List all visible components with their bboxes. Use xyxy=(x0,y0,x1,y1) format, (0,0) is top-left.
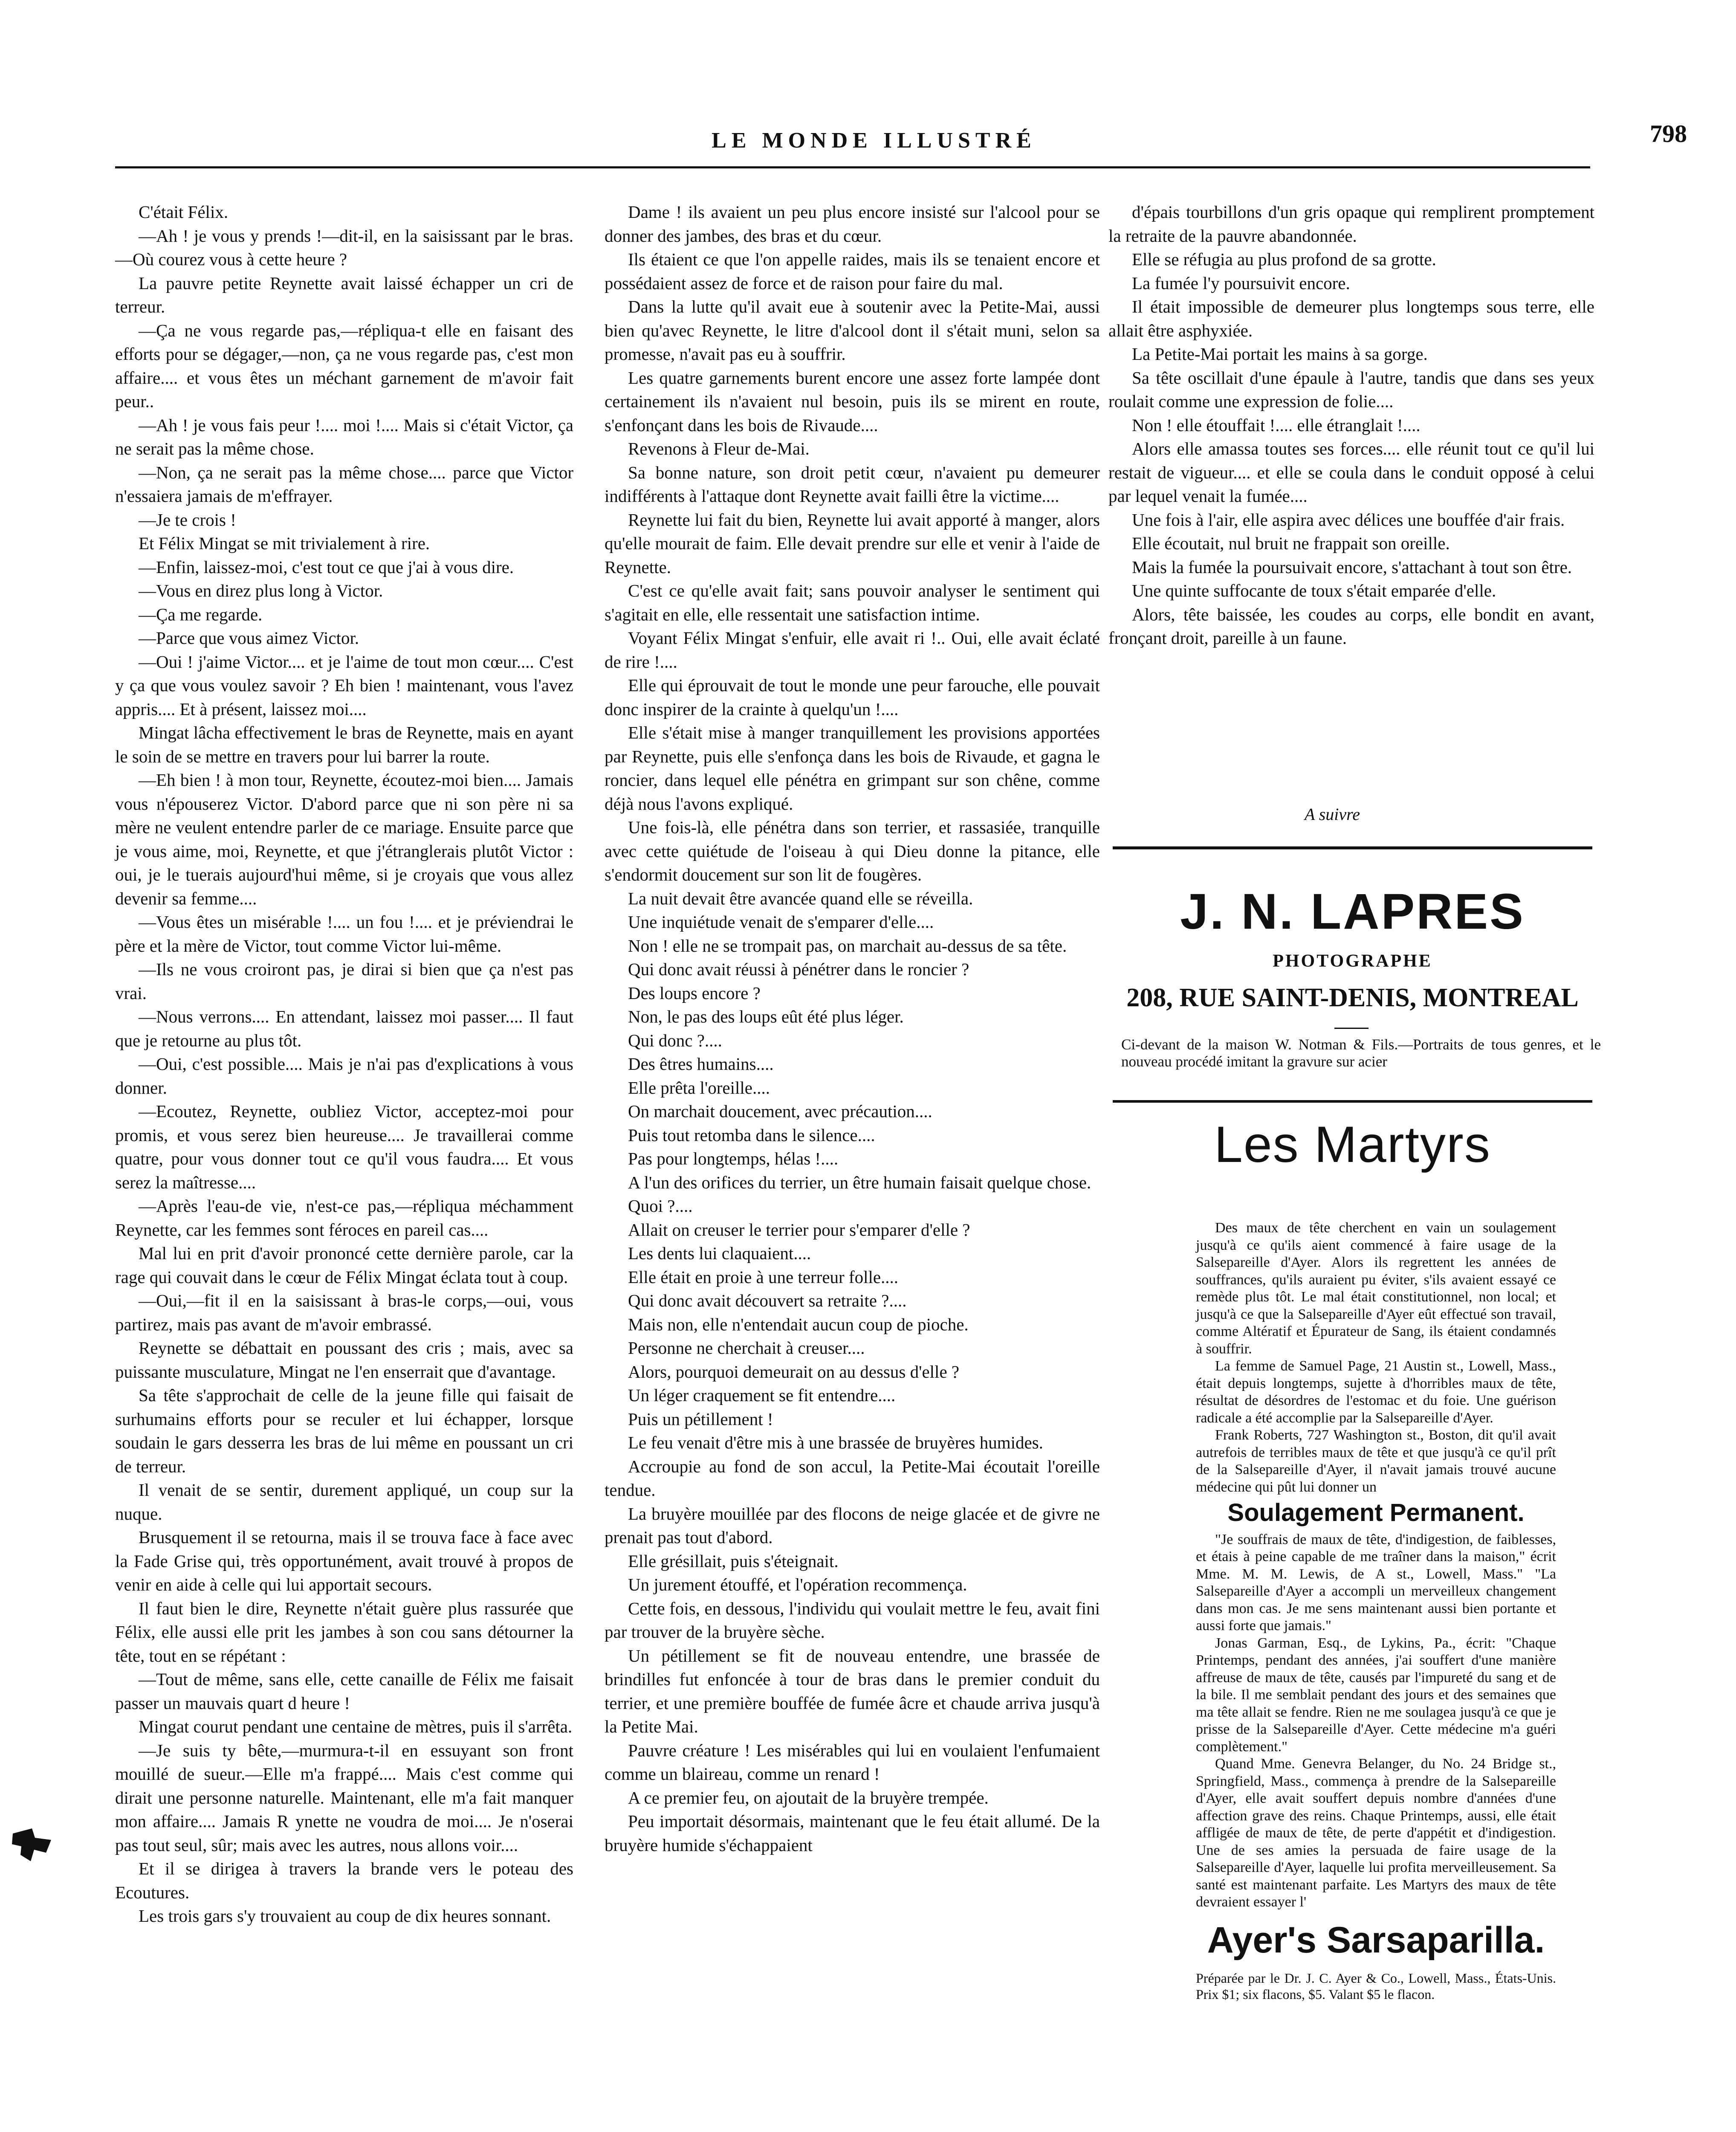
paragraph: —Ça me regarde. xyxy=(139,604,263,624)
lapres-ad-profession: PHOTOGRAPHE xyxy=(1273,951,1432,971)
lapres-ad-dash xyxy=(1334,1028,1369,1029)
paragraph: Une fois-là, elle pénétra dans son terrier, et rassasiée, tranquille avec cette quiétude de l'oiseau à qui Dieu donne la pitance, elle s'endormit doucement sur son lit de fougères. xyxy=(605,817,1100,884)
paragraph: Un pétillement se fit de nouveau entendre, une brassée de brindilles fut enfoncée à tour de bras dans le premier conduit du terrier, et une première bouffée de fumée âcre et chaude arriva jusqu'à la Petite Mai. xyxy=(605,1645,1100,1736)
paragraph: Elle était en proie à une terreur folle.... xyxy=(628,1267,899,1287)
paragraph: —Ils ne vous croiront pas, je dirai si bien que ça n'est pas vrai. xyxy=(115,959,573,1003)
ayer-ad-body xyxy=(1196,1220,1556,2002)
paragraph: Des êtres humains.... xyxy=(628,1054,774,1074)
paragraph: Alors, tête baissée, les coudes au corps, elle bondit en avant, fronçant droit, pareille à un faune. xyxy=(1108,604,1594,648)
ink-blot-mark xyxy=(9,1821,55,1868)
paragraph: Il faut bien le dire, Reynette n'était guère plus rassurée que Félix, elle aussi elle prit les jambes à son cou sans détourner la tête, tout en se répétant : xyxy=(115,1598,573,1666)
paragraph: La bruyère mouillée par des flocons de neige glacée et de givre ne prenait pas tout d'abord. xyxy=(605,1503,1100,1547)
ayer-ad-paragraph: La femme de Samuel Page, 21 Austin st., Lowell, Mass., était depuis longtemps, sujette à d'horribles maux de tête, résultat de désordres de l'estomac et du foie. Une guérison radicale a été accomplie par la Salsepareille d'Ayer. xyxy=(1196,1358,1556,1426)
paragraph: A l'un des orifices du terrier, un être humain faisait quelque chose. xyxy=(628,1172,1091,1192)
paragraph: C'était Félix. xyxy=(139,202,229,222)
paragraph: Sa bonne nature, son droit petit cœur, n'avaient pu demeurer indifférents à l'attaque dont Reynette avait failli être la victime.... xyxy=(605,462,1100,506)
masthead-title: LE MONDE ILLUSTRÉ xyxy=(712,128,1036,153)
text-column-1 xyxy=(115,200,573,1928)
paragraph: Non ! elle étouffait !.... elle étranglait !.... xyxy=(1132,415,1421,435)
paragraph: —Non, ça ne serait pas la même chose.... parce que Victor n'essaiera jamais de m'effrayer. xyxy=(115,462,573,506)
paragraph: —Ah ! je vous fais peur !.... moi !.... Mais si c'était Victor, ça ne serait pas la même chose. xyxy=(115,415,573,458)
paragraph: —Oui,—fit il en la saisissant à bras-le corps,—oui, vous partirez, mais pas avant de m'avoir embrassé. xyxy=(115,1291,573,1334)
paragraph: Cette fois, en dessous, l'individu qui voulait mettre le feu, avait fini par trouver de la bruyère sèche. xyxy=(605,1598,1100,1642)
paragraph: Mal lui en prit d'avoir prononcé cette dernière parole, car la rage qui couvait dans le cœur de Félix Mingat éclata tout à coup. xyxy=(115,1243,573,1287)
paragraph: d'épais tourbillons d'un gris opaque qui remplirent promptement la retraite de la pauvre abandonnée. xyxy=(1108,202,1594,246)
paragraph: Une inquiétude venait de s'emparer d'elle.... xyxy=(628,912,934,932)
paragraph: Le feu venait d'être mis à une brassée de bruyères humides. xyxy=(628,1433,1043,1452)
paragraph: Peu importait désormais, maintenant que le feu était allumé. De la bruyère humide s'échappaient xyxy=(605,1811,1100,1855)
paragraph: Dame ! ils avaient un peu plus encore insisté sur l'alcool pour se donner des jambes, des bras et du cœur. xyxy=(605,202,1100,246)
text-column-3 xyxy=(1108,200,1594,650)
paragraph: Mingat lâcha effectivement le bras de Reynette, mais en ayant le soin de se mettre en travers pour lui barrer la route. xyxy=(115,723,573,766)
paragraph: —Je te crois ! xyxy=(139,510,236,530)
paragraph: Qui donc avait découvert sa retraite ?.... xyxy=(628,1291,907,1310)
paragraph: Reynette lui fait du bien, Reynette lui avait apporté à manger, alors qu'elle mourait de faim. Elle devait prendre sur elle et venir à l'aide de Reynette. xyxy=(605,510,1100,577)
paragraph: A ce premier feu, on ajoutait de la bruyère trempée. xyxy=(628,1787,989,1808)
paragraph: Puis tout retomba dans le silence.... xyxy=(628,1125,875,1145)
paragraph: Un jurement étouffé, et l'opération recommença. xyxy=(628,1575,967,1594)
paragraph: —Tout de même, sans elle, cette canaille de Félix me faisait passer un mauvais quart d heure ! xyxy=(115,1669,573,1713)
paragraph: Accroupie au fond de son accul, la Petite-Mai écoutait l'oreille tendue. xyxy=(605,1456,1100,1500)
paragraph: Alors, pourquoi demeurait on au dessus d'elle ? xyxy=(628,1361,960,1382)
paragraph: Puis un pétillement ! xyxy=(628,1409,773,1429)
paragraph: Qui donc avait réussi à pénétrer dans le roncier ? xyxy=(628,959,969,979)
paragraph: La Petite-Mai portait les mains à sa gorge. xyxy=(1132,344,1428,364)
paragraph: —Oui ! j'aime Victor.... et je l'aime de tout mon cœur.... C'est y ça que vous voulez savoir ? Eh bien ! maintenant, vous l'avez appris.... Et à présent, laissez moi.... xyxy=(115,652,573,719)
paragraph: Et Félix Mingat se mit trivialement à rire. xyxy=(139,533,430,553)
paragraph: Elle se réfugia au plus profond de sa grotte. xyxy=(1132,249,1436,269)
text-column-2 xyxy=(605,200,1100,1857)
paragraph: Mais non, elle n'entendait aucun coup de pioche. xyxy=(628,1314,969,1334)
paragraph: Sa tête s'approchait de celle de la jeune fille qui faisait de surhumains efforts pour se reculer et lui échapper, lorsque soudain le gars desserra les bras de lui même en poussant un cri de terreur. xyxy=(115,1385,573,1476)
paragraph: Elle s'était mise à manger tranquillement les provisions apportées par Reynette, puis elle s'enfonça dans les bois de Rivaude, et gagna le roncier, dans lequel elle pénétra en grimpant sur son chêne, comme déjà nous l'avons expliqué. xyxy=(605,723,1100,814)
ad-rule-top xyxy=(1113,846,1592,849)
paragraph: Elle qui éprouvait de tout le monde une peur farouche, elle pouvait donc inspirer de la crainte à quelqu'un !.... xyxy=(605,675,1100,719)
paragraph: C'est ce qu'elle avait fait; sans pouvoir analyser le sentiment qui s'agitait en elle, elle ressentait une satisfaction intime. xyxy=(605,581,1100,624)
paragraph: Qui donc ?.... xyxy=(628,1030,722,1050)
paragraph: Non ! elle ne se trompait pas, on marchait au-dessus de sa tête. xyxy=(628,936,1067,956)
ayer-ad-preparation: Préparée par le Dr. J. C. Ayer & Co., Lowell, Mass., États-Unis. Prix $1; six flacons, $5. Valant $5 le flacon. xyxy=(1196,1970,1556,2002)
paragraph: —Enfin, laissez-moi, c'est tout ce que j'ai à vous dire. xyxy=(139,557,514,577)
ayer-ad-subhead: Soulagement Permanent. xyxy=(1227,1499,1525,1527)
header-rule xyxy=(115,166,1590,168)
paragraph: Pauvre créature ! Les misérables qui lui en voulaient l'enfumaient comme un blaireau, comme un renard ! xyxy=(605,1740,1100,1784)
paragraph: Ils étaient ce que l'on appelle raides, mais ils se tenaient encore et possédaient assez de force et de raison pour faire du mal. xyxy=(605,249,1100,293)
paragraph: La nuit devait être avancée quand elle se réveilla. xyxy=(628,888,973,908)
ayer-ad-brand: Ayer's Sarsaparilla. xyxy=(1207,1919,1545,1961)
paragraph: —Ah ! je vous y prends !—dit-il, en la saisissant par le bras.—Où courez vous à cette heure ? xyxy=(115,226,573,269)
lapres-ad-note: Ci-devant de la maison W. Notman & Fils.—Portraits de tous genres, et le nouveau procédé imitant la gravure sur acier xyxy=(1121,1036,1601,1070)
paragraph: Dans la lutte qu'il avait eue à soutenir avec la Petite-Mai, aussi bien qu'avec Reynette, le litre d'alcool dont il s'était muni, selon sa promesse, n'avait pas eu à souffrir. xyxy=(605,297,1100,364)
paragraph: Les quatre garnements burent encore une assez forte lampée dont certainement ils n'avaient nul besoin, puis ils se mirent en route, s'enfonçant dans les bois de Rivaude.... xyxy=(605,368,1100,435)
ayer-ad-paragraph: "Je souffrais de maux de tête, d'indigestion, de faiblesses, et étais à peine capable de me traîner dans la maison," écrit Mme. M. M. Lewis, de A st., Lowell, Mass." "La Salsepareille d'Ayer a accompli un merveilleux changement dans mon cas. Je me sens maintenant aussi bien portante et aussi forte que jamais." xyxy=(1196,1531,1556,1634)
paragraph: Elle prêta l'oreille.... xyxy=(628,1078,770,1098)
paragraph: Revenons à Fleur de-Mai. xyxy=(628,439,810,458)
paragraph: —Oui, c'est possible.... Mais je n'ai pas d'explications à vous donner. xyxy=(115,1054,573,1098)
paragraph: Mingat courut pendant une centaine de mètres, puis il s'arrêta. xyxy=(139,1717,573,1736)
paragraph: Brusquement il se retourna, mais il se trouva face à face avec la Fade Grise qui, très opportunément, avait trouvé à propos de venir en aide à celle qui lui apportait secours. xyxy=(115,1527,573,1594)
paragraph: —Je suis ty bête,—murmura-t-il en essuyant son front mouillé de sueur.—Elle m'a frappé.... Mais c'est comme qui dirait une personne naturelle. Maintenant, elle m'a fait manquer mon affaire.... Jamais R ynette ne voudra de moi.... Je n'oserai pas tout seul, sûr; mais avec les autres, nous allons voir.... xyxy=(115,1740,573,1855)
paragraph: On marchait doucement, avec précaution.... xyxy=(628,1101,932,1121)
paragraph: La pauvre petite Reynette avait laissé échapper un cri de terreur. xyxy=(115,273,573,316)
ayer-ad-paragraph: Frank Roberts, 727 Washington st., Boston, dit qu'il avait autrefois de terribles maux de tête et que jusqu'à ce qu'il prît de la Salsepareille d'Ayer, il n'avait jamais trouvé aucune médecine qui pût lui donner un xyxy=(1196,1427,1556,1495)
paragraph: Et il se dirigea à travers la brande vers le poteau des Ecoutures. xyxy=(115,1859,573,1902)
lapres-ad-address: 208, RUE SAINT-DENIS, MONTREAL xyxy=(1126,983,1579,1012)
ayer-ad-paragraph: Des maux de tête cherchent en vain un soulagement jusqu'à ce qu'ils aient commencé à faire usage de la Salsepareille d'Ayer. Alors ils regrettent les années de souffrances, qu'ils auraient pu éviter, s'ils avaient essayé ce remède plus tôt. Le mal était constitutionnel, non local; et jusqu'à ce que la Salsepareille d'Ayer eût effectué son travail, comme Altératif et Épurateur de Sang, ils étaient condamnés à souffrir. xyxy=(1196,1220,1556,1357)
paragraph: Une fois à l'air, elle aspira avec délices une bouffée d'air frais. xyxy=(1132,510,1565,530)
lapres-ad-name: J. N. LAPRES xyxy=(1180,884,1525,940)
paragraph: Il venait de se sentir, durement appliqué, un coup sur la nuque. xyxy=(115,1480,573,1524)
paragraph: Voyant Félix Mingat s'enfuir, elle avait ri !.. Oui, elle avait éclaté de rire !.... xyxy=(605,628,1100,672)
page-number: 798 xyxy=(1650,120,1687,148)
paragraph: —Nous verrons.... En attendant, laissez moi passer.... Il faut que je retourne au plus tôt. xyxy=(115,1007,573,1050)
ad-rule-middle xyxy=(1113,1100,1592,1103)
paragraph: Allait on creuser le terrier pour s'emparer d'elle ? xyxy=(628,1220,970,1240)
ayer-ad-title: Les Martyrs xyxy=(1214,1116,1491,1173)
paragraph: —Eh bien ! à mon tour, Reynette, écoutez-moi bien.... Jamais vous n'épouserez Victor. D'abord parce que ni son père ni sa mère ne veulent entendre parler de ce mariage. Ensuite parce que je vous aime, moi, Reynette, et que j'étranglerais plutôt Victor : oui, je le tuerais aujourd'hui même, si je croyais que vous allez devenir sa femme.... xyxy=(115,770,573,908)
paragraph: La fumée l'y poursuivit encore. xyxy=(1132,273,1350,293)
paragraph: Quoi ?.... xyxy=(628,1196,693,1216)
paragraph: Un léger craquement se fit entendre.... xyxy=(628,1385,896,1405)
ayer-ad-paragraph: Quand Mme. Genevra Belanger, du No. 24 Bridge st., Springfield, Mass., commença à prendre de la Salsepareille d'Ayer, elle avait souffert depuis nombre d'années d'une affection grave des reins. Chaque Printemps, aussi, elle était affligée de maux de tête, de perte d'appétit et d'indigestion. Une de ses amies la persuada de faire usage de la Salsepareille d'Ayer, laquelle lui profita merveilleusement. Sa santé est maintenant parfaite. Les Martyrs des maux de tête devraient essayer l' xyxy=(1196,1756,1556,1910)
paragraph: —Vous en direz plus long à Victor. xyxy=(139,581,383,600)
paragraph: Pas pour longtemps, hélas !.... xyxy=(628,1149,839,1168)
paragraph: Personne ne cherchait à creuser.... xyxy=(628,1338,865,1358)
paragraph: Une quinte suffocante de toux s'était emparée d'elle. xyxy=(1132,581,1496,600)
ayer-ad-paragraph: Jonas Garman, Esq., de Lykins, Pa., écrit: "Chaque Printemps, pendant des années, j'ai souffert d'une manière affreuse de maux de tête, causés par l'impureté du sang et de la bile. Il me semblait pendant des jours et des semaines que ma tête allait se fendre. Rien ne me soulagea jusqu'à ce que je prisse de la Salsepareille d'Ayer. Cette médecine m'a guéri complètement." xyxy=(1196,1635,1556,1755)
paragraph: Mais la fumée la poursuivait encore, s'attachant à tout son être. xyxy=(1132,557,1572,577)
to-be-continued: A suivre xyxy=(1305,805,1360,824)
paragraph: Sa tête oscillait d'une épaule à l'autre, tandis que dans ses yeux roulait comme une expression de folie.... xyxy=(1108,368,1594,411)
paragraph: Alors elle amassa toutes ses forces.... elle réunit tout ce qu'il lui restait de vigueur.... et elle se coula dans le conduit opposé à celui par lequel venait la fumée.... xyxy=(1108,439,1594,506)
paragraph: —Après l'eau-de vie, n'est-ce pas,—répliqua méchamment Reynette, car les femmes sont féroces en pareil cas.... xyxy=(115,1196,573,1240)
paragraph: —Vous êtes un misérable !.... un fou !.... et je préviendrai le père et la mère de Victor, tout comme Victor lui-même. xyxy=(115,912,573,956)
paragraph: Elle écoutait, nul bruit ne frappait son oreille. xyxy=(1132,533,1450,553)
paragraph: —Ecoutez, Reynette, oubliez Victor, acceptez-moi pour promis, et vous serez bien heureuse.... Je travaillerai comme quatre, pour vous donner tout ce qu'il vous faudra.... Et vous serez la maîtresse.... xyxy=(115,1101,573,1192)
paragraph: Il était impossible de demeurer plus longtemps sous terre, elle allait être asphyxiée. xyxy=(1108,297,1594,340)
paragraph: Reynette se débattait en poussant des cris ; mais, avec sa puissante musculature, Mingat ne l'en enserrait que d'avantage. xyxy=(115,1338,573,1382)
paragraph: Non, le pas des loups eût été plus léger. xyxy=(628,1007,904,1026)
paragraph: Les dents lui claquaient.... xyxy=(628,1243,811,1263)
paragraph: —Ça ne vous regarde pas,—répliqua-t elle en faisant des efforts pour se dégager,—non, ça ne vous regarde pas, c'est mon affaire.... et vous êtes un méchant garnement de m'avoir fait peur.. xyxy=(115,320,573,411)
paragraph: Elle grésillait, puis s'éteignait. xyxy=(628,1551,839,1571)
paragraph: —Parce que vous aimez Victor. xyxy=(139,628,359,648)
paragraph: Les trois gars s'y trouvaient au coup de dix heures sonnant. xyxy=(139,1906,551,1926)
paragraph: Des loups encore ? xyxy=(628,983,761,1003)
